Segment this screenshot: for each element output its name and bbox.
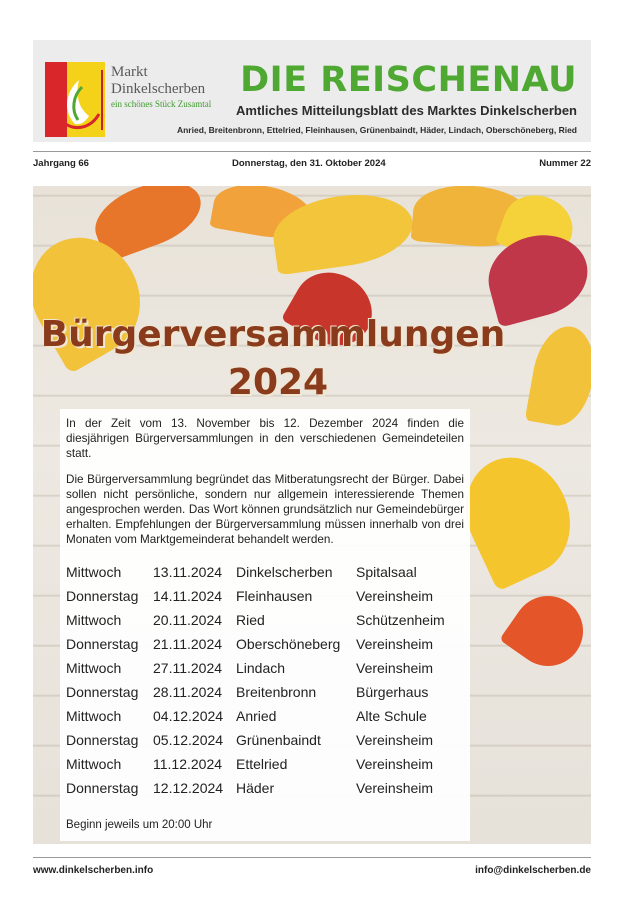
weekday: Mittwoch	[66, 708, 122, 724]
venue: Vereinsheim	[356, 756, 434, 772]
weekday: Donnerstag	[66, 684, 139, 700]
leaf-decoration	[499, 582, 591, 679]
feature-year: 2024	[227, 362, 329, 403]
venue: Vereinsheim	[356, 636, 434, 652]
newsletter-title: DIE REISCHENAU	[240, 60, 577, 100]
venue: Vereinsheim	[356, 588, 434, 604]
issue-date: Donnerstag, den 31. Oktober 2024	[232, 158, 386, 169]
district: Lindach	[236, 660, 286, 676]
article-box	[60, 409, 470, 841]
issue-number: Nummer 22	[539, 158, 591, 169]
masthead	[33, 40, 591, 142]
venue: Vereinsheim	[356, 660, 434, 676]
date: 21.11.2024	[153, 636, 223, 652]
date: 28.11.2024	[153, 684, 223, 700]
cover-photo	[33, 186, 591, 844]
date: 14.11.2024	[153, 588, 223, 604]
weekday: Donnerstag	[66, 780, 139, 796]
district: Grünenbaindt	[236, 732, 321, 748]
weekday: Donnerstag	[66, 732, 139, 748]
weekday: Donnerstag	[66, 636, 139, 652]
date: 12.12.2024	[153, 780, 224, 796]
district: Fleinhausen	[236, 588, 313, 604]
district: Dinkelscherben	[236, 564, 333, 580]
issue-info-bar	[33, 151, 591, 170]
logo-wordmark	[111, 64, 211, 109]
district: Ried	[236, 612, 265, 628]
date: 13.11.2024	[153, 564, 223, 580]
weekday: Donnerstag	[66, 588, 139, 604]
district-list: Anried, Breitenbronn, Ettelried, Fleinhausen, Grünenbaindt, Häder, Lindach, Oberschöneberg, Ried	[176, 125, 577, 135]
feature-title: Bürgerversammlungen	[40, 314, 506, 355]
intro-paragraph: In der Zeit vom 13. November bis 12. Dezember 2024 finden die diesjährigen Bürgerversammlungen in den verschiedenen Gemeindeteilen statt.	[66, 417, 464, 460]
logo-line-2: Dinkelscherben	[111, 81, 206, 97]
weekday: Mittwoch	[66, 612, 122, 628]
district: Anried	[236, 708, 277, 724]
date: 27.11.2024	[153, 660, 223, 676]
weekday: Mittwoch	[66, 564, 122, 580]
venue: Spitalsaal	[356, 564, 417, 580]
date: 04.12.2024	[153, 708, 224, 724]
leaf-decoration	[525, 322, 591, 431]
logo-tagline: ein schönes Stück Zusamtal	[111, 99, 212, 109]
website-link[interactable]: www.dinkelscherben.info	[33, 865, 154, 876]
venue: Bürgerhaus	[356, 684, 429, 700]
volume-label: Jahrgang 66	[33, 158, 89, 169]
start-time-note: Beginn jeweils um 20:00 Uhr	[66, 819, 213, 831]
district: Ettelried	[236, 756, 288, 772]
email-link[interactable]: info@dinkelscherben.de	[475, 865, 591, 876]
venue: Vereinsheim	[356, 780, 434, 796]
municipality-logo-icon	[45, 62, 105, 137]
district: Breitenbronn	[236, 684, 317, 700]
venue: Vereinsheim	[356, 732, 434, 748]
date: 11.12.2024	[153, 756, 223, 772]
venue: Alte Schule	[356, 708, 427, 724]
logo-line-1: Markt	[111, 64, 148, 80]
weekday: Mittwoch	[66, 756, 122, 772]
newsletter-subtitle: Amtliches Mitteilungsblatt des Marktes Dinkelscherben	[236, 103, 577, 118]
date: 05.12.2024	[153, 732, 224, 748]
page-footer	[33, 857, 591, 876]
info-paragraph: Die Bürgerversammlung begründet das Mitberatungsrecht der Bürger. Dabei sollen nicht persönliche, sondern nur allgemein interessierende Themen angesprochen werden. Das Wort können grundsätzlich nur Gemeindebürger erhalten. Empfehlungen der Bürgerversammlung müssen innerhalb von drei Monaten vom Marktgemeinderat behandelt werden.	[66, 473, 464, 546]
district: Häder	[236, 780, 275, 796]
date: 20.11.2024	[153, 612, 223, 628]
district: Oberschöneberg	[236, 636, 341, 652]
weekday: Mittwoch	[66, 660, 122, 676]
venue: Schützenheim	[356, 612, 445, 628]
